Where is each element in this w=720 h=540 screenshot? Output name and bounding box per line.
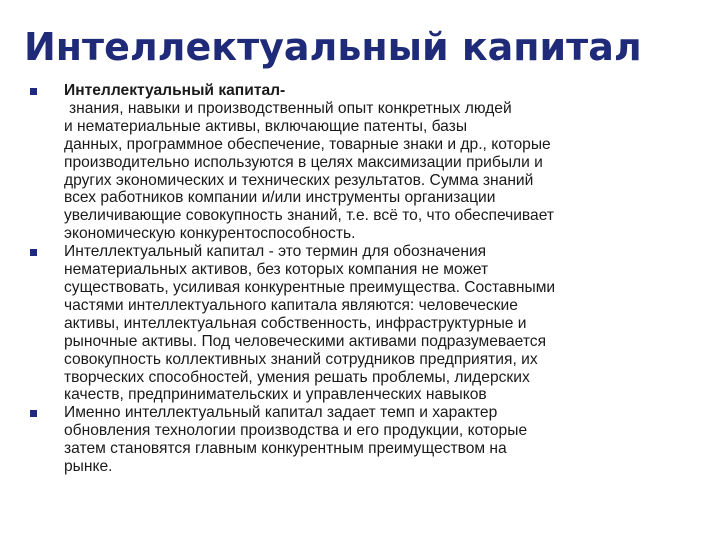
bullet-item-definition <box>30 82 702 243</box>
definition-line: данных, программное обеспечение, товарные знаки и др., которые <box>64 135 551 153</box>
bullet-text-line: нематериальных активов, без которых компания не может <box>64 261 489 279</box>
definition-line: всех работников компании и/или инструменты организации <box>64 189 496 207</box>
square-bullet-icon <box>30 88 37 95</box>
bullet-text-line: рынке. <box>64 458 113 476</box>
bullet-text-line: активы, интеллектуальная собственность, инфраструктурные и <box>64 314 527 332</box>
bullet-item-term <box>30 243 702 404</box>
square-bullet-icon <box>30 410 37 417</box>
slide-title: Интеллектуальный капитал <box>24 25 642 69</box>
bullet-text-line: частями интеллектуального капитала являются: человеческие <box>64 296 518 314</box>
definition-line: производительно используются в целях максимизации прибыли и <box>64 153 543 171</box>
bullet-text-line: рыночные активы. Под человеческими активами подразумевается <box>64 332 547 350</box>
bullet-text-line: качеств, предпринимательских и управленческих навыков <box>64 386 487 404</box>
bullet-text-line: затем становятся главным конкурентным преимуществом на <box>64 440 507 458</box>
definition-line: знания, навыки и производственный опыт конкретных людей <box>69 99 512 117</box>
bullet-item-conclusion <box>30 404 702 476</box>
bullet-text-line: обновления технологии производства и его продукции, которые <box>64 422 528 440</box>
bullet-text-line: Интеллектуальный капитал - это термин для обозначения <box>64 243 487 261</box>
definition-line: увеличивающие совокупность знаний, т.е. всё то, что обеспечивает <box>64 207 555 225</box>
definition-line: и нематериальные активы, включающие патенты, базы <box>64 117 468 135</box>
term-heading: Интеллектуальный капитал- <box>64 82 286 99</box>
definition-line: других экономических и технических результатов. Сумма знаний <box>64 171 534 189</box>
bullet-list <box>30 82 702 476</box>
bullet-text-line: творческих способностей, умения решать проблемы, лидерских <box>64 368 530 386</box>
bullet-text-line: совокупность коллективных знаний сотрудников предприятия, их <box>64 350 538 368</box>
definition-line: экономическую конкурентоспособность. <box>64 225 356 243</box>
bullet-text-line: Именно интеллектуальный капитал задает темп и характер <box>64 404 498 422</box>
bullet-text-line: существовать, усиливая конкурентные преимущества. Составными <box>64 278 556 296</box>
square-bullet-icon <box>30 249 37 256</box>
